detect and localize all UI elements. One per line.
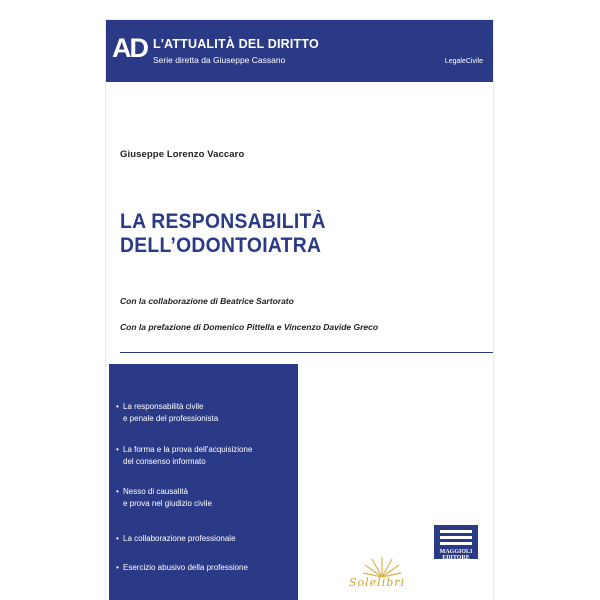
book-title-line-2: DELL’ODONTOIATRA bbox=[120, 234, 322, 257]
watermark-text: Solelibri bbox=[349, 576, 406, 589]
topic-item bbox=[116, 486, 288, 510]
topics-panel bbox=[109, 364, 298, 600]
bullet-icon: • bbox=[116, 534, 119, 543]
topic-line: Nesso di causalità bbox=[123, 487, 188, 496]
topic-line: La collaborazione professionale bbox=[123, 534, 236, 543]
author-name: Giuseppe Lorenzo Vaccaro bbox=[120, 149, 245, 160]
imprint-label: LegaleCivile bbox=[444, 58, 483, 65]
topic-line: e prova nel giudizio civile bbox=[123, 499, 212, 508]
preface-credit: Con la prefazione di Domenico Pittella e Vincenzo Davide Greco bbox=[120, 322, 379, 332]
publisher-logo bbox=[434, 525, 478, 571]
series-subtitle: Serie diretta da Giuseppe Cassano bbox=[153, 55, 286, 65]
divider-rule bbox=[120, 352, 493, 353]
publisher-mark-icon bbox=[434, 525, 478, 559]
book-cover bbox=[106, 20, 493, 600]
series-logo: AD bbox=[112, 33, 147, 63]
collaboration-credit: Con la collaborazione di Beatrice Sartorato bbox=[120, 296, 294, 306]
topic-line: del consenso informato bbox=[123, 457, 206, 466]
bullet-icon: • bbox=[116, 487, 119, 496]
topic-line: e penale del professionista bbox=[123, 414, 219, 423]
topic-item bbox=[116, 401, 288, 425]
book-title bbox=[120, 210, 326, 258]
topic-item bbox=[116, 562, 288, 574]
topic-item bbox=[116, 533, 288, 545]
series-header bbox=[106, 20, 493, 82]
bullet-icon: • bbox=[116, 445, 119, 454]
topic-line: Esercizio abusivo della professione bbox=[123, 563, 248, 572]
bullet-icon: • bbox=[116, 402, 119, 411]
book-title-line-1: LA RESPONSABILITÀ bbox=[120, 210, 326, 233]
publisher-name: MAGGIOLI EDITORE bbox=[439, 549, 473, 561]
bullet-icon: • bbox=[116, 563, 119, 572]
topic-line: La responsabilità civile bbox=[123, 402, 204, 411]
series-title: L'ATTUALITÀ DEL DIRITTO bbox=[153, 37, 319, 51]
topic-line: La forma e la prova dell’acquisizione bbox=[123, 445, 253, 454]
topic-item bbox=[116, 444, 288, 468]
